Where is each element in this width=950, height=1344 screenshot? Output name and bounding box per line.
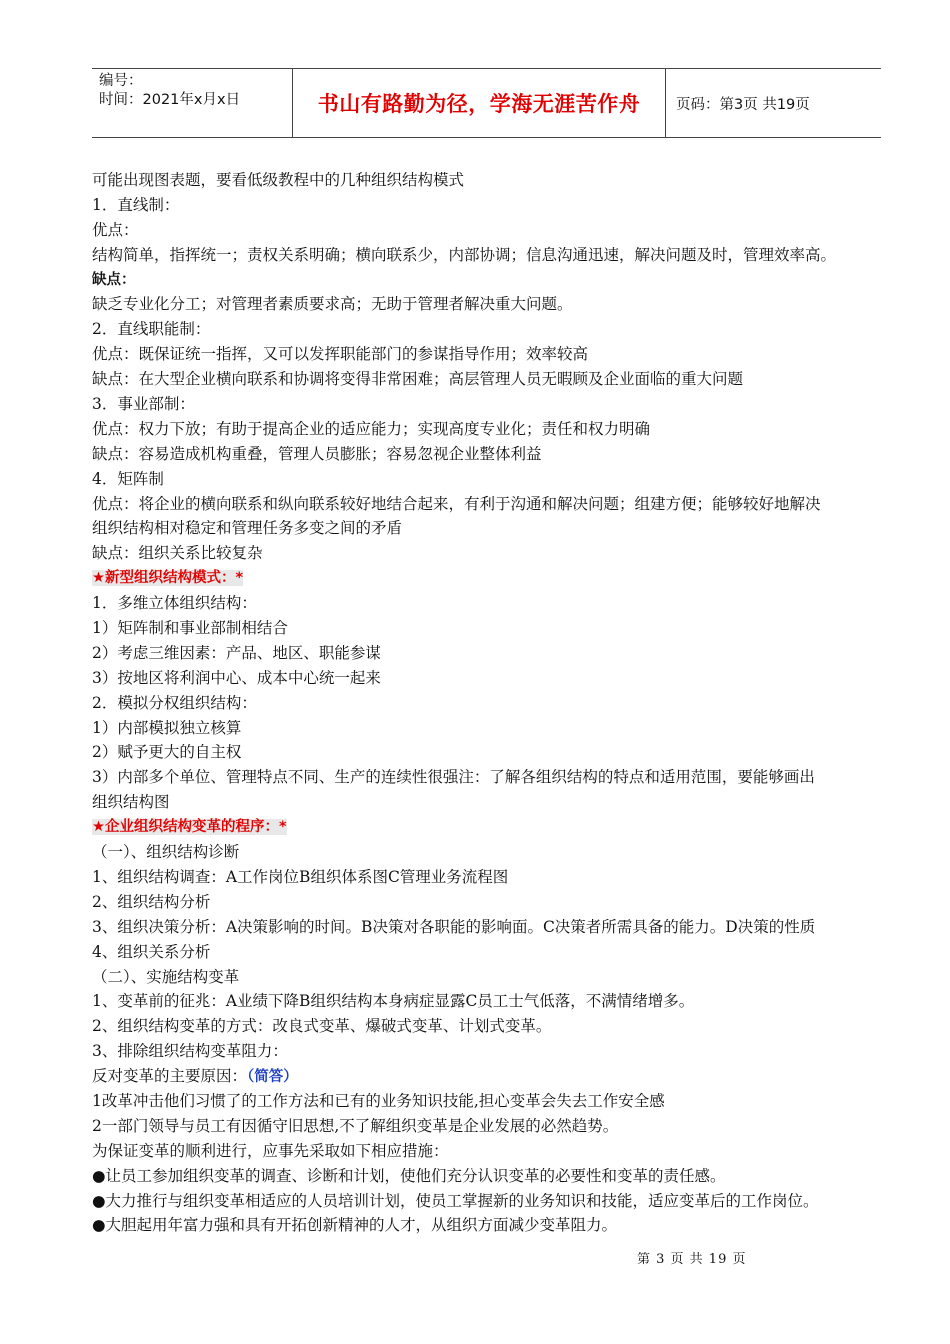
text-line: 1、组织结构调查：A工作岗位B组织体系图C管理业务流程图 <box>92 867 509 886</box>
text-line: 3、排除组织结构变革阻力： <box>92 1042 288 1061</box>
text-line: 1）矩阵制和事业部制相结合 <box>92 619 288 638</box>
highlight-text: ★企业组织结构变革的程序：* <box>92 819 287 836</box>
bullet-item: ●大力推行与组织变革相适应的人员培训计划，使员工掌握新的业务知识和技能，适应变革后的工作岗位。 <box>92 1191 819 1210</box>
section-heading: 2．直线职能制： <box>92 320 211 339</box>
text-line: 3）内部多个单位、管理特点不同、生产的连续性很强注：了解各组织结构的特点和适用范围，要能够画出 <box>92 768 815 787</box>
text-line: 组织结构图 <box>92 793 170 812</box>
motto: 书山有路勤为径，学海无涯苦作舟 <box>317 92 641 116</box>
header-motto-cell <box>293 69 666 137</box>
text-line: 2、组织结构变革的方式：改良式变革、爆破式变革、计划式变革。 <box>92 1017 552 1036</box>
bold-label: 缺点： <box>92 271 136 288</box>
text-line: 2一部门领导与员工有因循守旧思想,不了解组织变革是企业发展的必然趋势。 <box>92 1116 619 1135</box>
answer-tag: （简答） <box>247 1069 298 1086</box>
text-line: 4、组织关系分析 <box>92 942 211 961</box>
section-heading: （二）、实施结构变革 <box>92 967 240 986</box>
section-heading: 1．多维立体组织结构： <box>92 594 257 613</box>
reasons-label: 反对变革的主要原因： <box>92 1067 248 1086</box>
section-heading: 2．模拟分权组织结构： <box>92 693 257 712</box>
text-line: 1）内部模拟独立核算 <box>92 718 242 737</box>
text-line: 缺点：组织关系比较复杂 <box>92 544 263 563</box>
text-line: 优点： <box>92 220 139 239</box>
text-line: 2）考虑三维因素：产品、地区、职能参谋 <box>92 643 381 662</box>
text-line: 为保证变革的顺利进行，应事先采取如下相应措施： <box>92 1141 449 1160</box>
text-line: 1、变革前的征兆：A业绩下降B组织结构本身病症显露C员工士气低落，不满情绪增多。 <box>92 992 695 1011</box>
highlight-heading <box>92 566 892 591</box>
text-line: 组织结构相对稳定和管理任务多变之间的矛盾 <box>92 519 403 538</box>
bullet-item: ●大胆起用年富力强和具有开拓创新精神的人才，从组织方面减少变革阻力。 <box>92 1216 618 1235</box>
page-footer: 第 3 页 共 19 页 <box>637 1252 747 1267</box>
text-line: 优点：将企业的横向联系和纵向联系较好地结合起来，有利于沟通和解决问题；组建方便；能够较好地解决 <box>92 494 821 513</box>
text-line: 3）按地区将利润中心、成本中心统一起来 <box>92 668 381 687</box>
text-line: 2、组织结构分析 <box>92 892 211 911</box>
text-line: 缺点：容易造成机构重叠，管理人员膨胀；容易忽视企业整体利益 <box>92 444 542 463</box>
text-line: 优点：既保证统一指挥，又可以发挥职能部门的参谋指导作用；效率较高 <box>92 345 589 364</box>
page-header <box>92 68 881 138</box>
intro-line: 可能出现图表题，要看低级教程中的几种组织结构模式 <box>92 171 465 189</box>
header-meta-cell <box>92 69 293 137</box>
highlight-text: ★新型组织结构模式：* <box>92 570 244 587</box>
text-line: 结构简单，指挥统一；责权关系明确；横向联系少，内部协调；信息沟通迅速，解决问题及时，管理效率高。 <box>92 245 837 264</box>
bullet-item: ●让员工参加组织变革的调查、诊断和计划，使他们充分认识变革的必要性和变革的责任感。 <box>92 1166 726 1185</box>
text-line: 3、组织决策分析：A决策影响的时间。B决策对各职能的影响面。C决策者所需具备的能力。D决策的性质 <box>92 917 816 936</box>
header-page-cell <box>666 69 881 137</box>
document-body <box>92 168 892 1238</box>
section-heading: 3．事业部制： <box>92 395 195 414</box>
section-heading: 1．直线制： <box>92 195 180 214</box>
page-label: 页码：第3页 共19页 <box>676 96 810 113</box>
text-line: 2）赋予更大的自主权 <box>92 743 242 762</box>
time-label: 时间：2021年x月x日 <box>99 92 241 108</box>
text-line: 1改革冲击他们习惯了的工作方法和已有的业务知识技能,担心变革会失去工作安全感 <box>92 1091 665 1110</box>
number-label: 编号： <box>99 73 143 89</box>
highlight-heading <box>92 815 892 840</box>
text-line: 优点：权力下放；有助于提高企业的适应能力；实现高度专业化；责任和权力明确 <box>92 419 651 438</box>
text-line: 缺乏专业化分工；对管理者素质要求高；无助于管理者解决重大问题。 <box>92 295 573 314</box>
text-line <box>92 1064 892 1089</box>
text-line: 缺点：在大型企业横向联系和协调将变得非常困难；高层管理人员无暇顾及企业面临的重大问题 <box>92 370 744 389</box>
section-heading: 4．矩阵制 <box>92 469 164 488</box>
section-heading: （一）、组织结构诊断 <box>92 843 240 862</box>
